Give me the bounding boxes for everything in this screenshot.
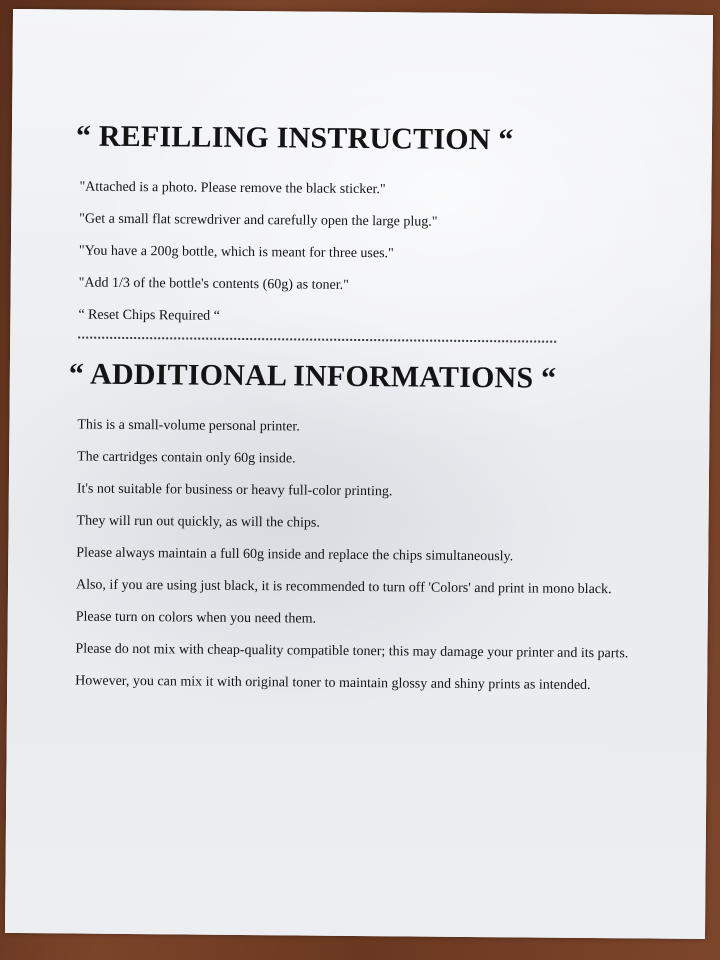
additional-informations-heading: “ ADDITIONAL INFORMATIONS “ bbox=[68, 357, 557, 395]
reset-chips-line: “ Reset Chips Required “ bbox=[78, 307, 220, 324]
info-line: The cartridges contain only 60g inside. bbox=[77, 449, 296, 467]
refilling-line: "Get a small flat screwdriver and carefully open the large plug." bbox=[79, 211, 438, 230]
info-line: Please do not mix with cheap-quality compatible toner; this may damage your printer and its parts. bbox=[75, 641, 629, 662]
refilling-instruction-heading: “ REFILLING INSTRUCTION “ bbox=[75, 119, 514, 157]
info-line: However, you can mix it with original toner to maintain glossy and shiny prints as intended. bbox=[75, 673, 591, 694]
refilling-line: "Attached is a photo. Please remove the black sticker." bbox=[79, 179, 386, 198]
refilling-line: "Add 1/3 of the bottle's contents (60g) as toner." bbox=[78, 275, 349, 293]
paper-sheet bbox=[5, 9, 713, 939]
info-line: Also, if you are using just black, it is recommended to turn off 'Colors' and print in mono black. bbox=[75, 577, 612, 598]
info-line: It's not suitable for business or heavy full-color printing. bbox=[76, 481, 393, 500]
refilling-line: "You have a 200g bottle, which is meant for three uses." bbox=[78, 243, 394, 262]
info-line: Please always maintain a full 60g inside and replace the chips simultaneously. bbox=[76, 545, 514, 565]
info-line: This is a small-volume personal printer. bbox=[77, 417, 300, 435]
info-line: Please turn on colors when you need them. bbox=[75, 609, 317, 627]
additional-informations-list bbox=[75, 418, 628, 711]
info-line: They will run out quickly, as will the chips. bbox=[76, 513, 320, 531]
refilling-instruction-list bbox=[78, 180, 630, 345]
document-content bbox=[66, 119, 631, 710]
